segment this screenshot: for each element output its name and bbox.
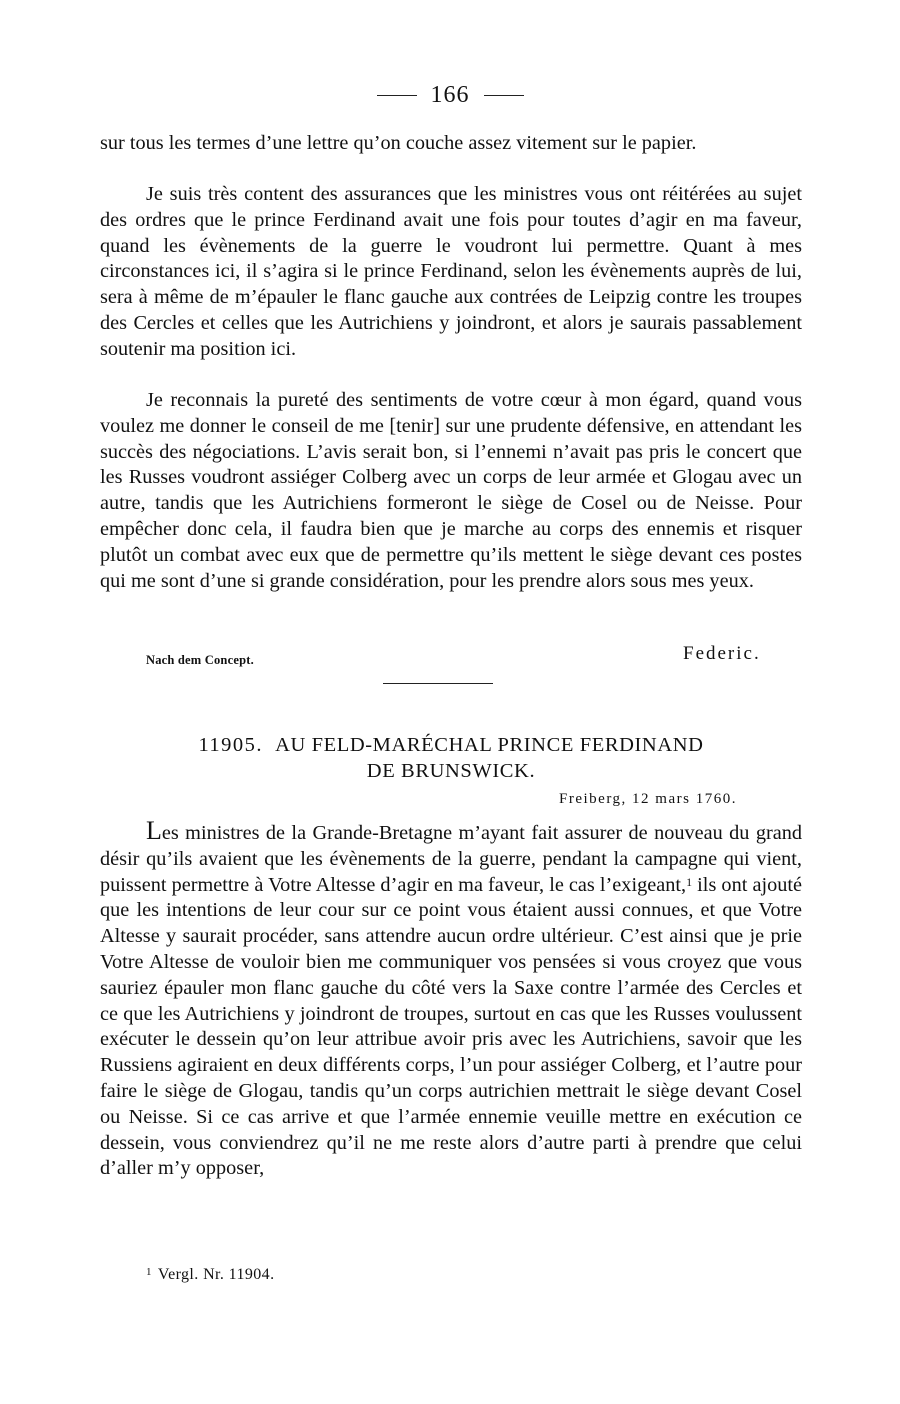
footnote [146,1266,274,1284]
footnote-reference[interactable]: 1 [686,874,693,889]
header-rule-left [377,95,417,96]
letter-title-line-1: AU FELD-MARÉCHAL PRINCE FERDINAND [275,734,704,756]
section-divider [383,683,493,684]
paragraph-defensive: Je reconnais la pureté des sentiments de votre cœur à mon égard, quand vous voulez me donner le conseil de me [tenir] sur une prudente défensive, en attendant les succès des négociations. L’avis serait bon, si l’ennemi n’avait pas pris le concert que les Russes voudront assiéger Colberg avec un corps de leur armée et Glogau avec un autre, tandis que les Autrichiens formeront le siège de Cosel ou de Neisse. Pour empêcher donc cela, il faudra bien que je marche au corps des ennemis et risquer plutôt un combat avec eux que de permettre qu’ils mettent le siège devant ces postes qui me sont d’une si grande considération, pour les prendre alors sous mes yeux. [100,389,802,592]
letter-title-line-2: DE BRUNSWICK. [366,760,536,782]
letter-heading-line-1 [100,732,802,758]
header-rule-right [484,95,524,96]
page-number: 166 [430,82,470,108]
letter-heading [100,732,802,784]
signature: Federic. [683,643,761,664]
paragraph-continuation: sur tous les termes d’une lettre qu’on couche assez vitement sur le papier. [100,132,697,154]
letter-dropcap: L [146,816,162,845]
letter-body-part-2: ils ont ajouté que les intentions de leur cour sur ce point vous étaient aussi connues, et que Votre Altesse y saurait procéder, sans attendre aucun ordre ultérieur. C’est ainsi que je prie Votre Altesse de vouloir bien me communiquer vos pensées si vous croyez que vous sauriez épauler mon flanc gauche du côté vers la Saxe contre l’armée des Cercles et ce que les Autrichiens y joindront de troupes, surtout en cas que les Russes voulussent exécuter le dessein qu’on leur attribue avoir pris avec les Autrichiens, savoir que les Russiens agiraient en deux différents corps, l’un pour assiéger Colberg, et l’autre pour faire le siège de Glogau, tandis qu’un corps autrichien mettrait le siège devant Cosel ou Neisse. Si ce cas arrive et que l’armée ennemie veuille mettre en exécution ce dessein, vous conviendrez qu’il ne me reste alors d’autre parti à prendre que celui d’aller m’y opposer, [100,873,802,1180]
letter-body [100,818,802,1182]
letter-body-part-1: es ministres de la Grande-Bretagne m’ayant fait assurer de nouveau du grand désir qu’ils avaient que les évènements de la guerre, pendant la campagne qui vient, puissent permettre à Votre Altesse d’agir en ma faveur, le cas l’exigeant, [100,822,802,896]
page-header [0,82,900,109]
letter-number: 11905. [198,734,264,756]
letter-date: Freiberg, 12 mars 1760. [559,791,737,807]
source-note: Nach dem Concept. [146,653,254,667]
footnote-text: Vergl. Nr. 11904. [157,1266,275,1283]
footnote-mark: 1 [146,1266,152,1278]
paragraph-ministers: Je suis très content des assurances que les ministres vous ont réitérées au sujet des ordres que le prince Ferdinand avait une fois pour toutes d’agir en ma faveur, quand les évènements de la guerre le voudront lui permettre. Quant à mes circonstances ici, il s’agira si le prince Ferdinand, selon les évènements auprès de lui, sera à même de m’épauler le flanc gauche aux contrées de Leipzig contre les troupes des Cercles et celles que les Autrichiens y joindront, et alors je saurais passablement soutenir ma position ici. [100,183,802,360]
